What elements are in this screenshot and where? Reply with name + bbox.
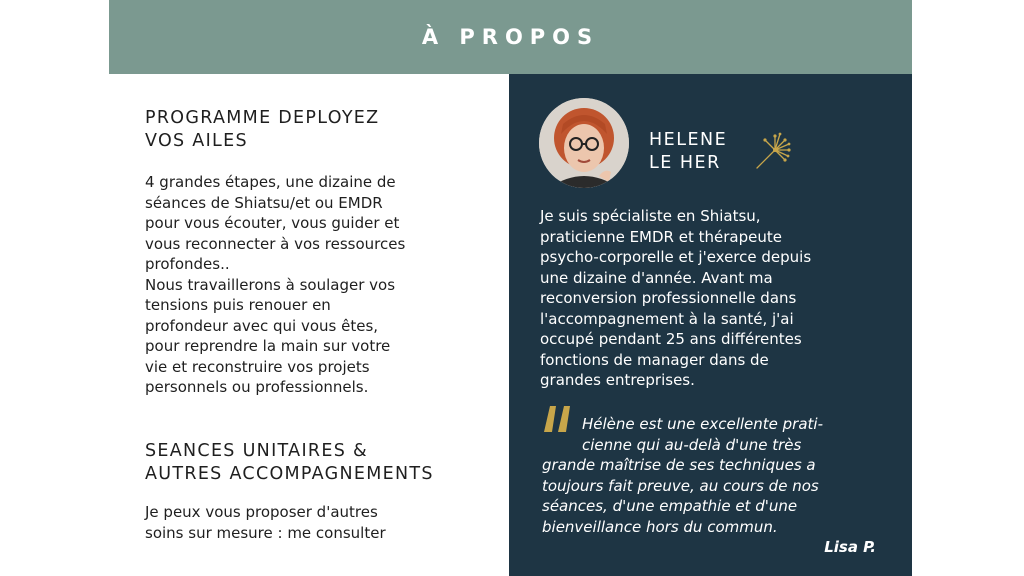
text-line: bienveillance hors du commun. — [542, 517, 778, 536]
section-title-programme — [145, 107, 379, 153]
section-title-seances — [145, 440, 434, 486]
text-line: une dizaine d'année. Avant ma — [540, 268, 773, 287]
programme-description — [145, 172, 475, 398]
seances-description — [145, 502, 475, 543]
section-title-line: PROGRAMME DEPLOYEZ — [145, 108, 380, 128]
text-line: personnels ou professionnels. — [145, 378, 369, 396]
header-band — [109, 0, 912, 74]
text-line: séances de Shiatsu/et ou EMDR — [145, 193, 383, 212]
text-line: reconversion professionnelle dans — [540, 289, 797, 307]
text-line: fonctions de manager dans de — [540, 350, 769, 369]
text-line: pour vous écouter, vous guider et — [145, 214, 400, 232]
text-line: cienne qui au-delà d'une très — [582, 435, 802, 454]
text-line: séances, d'une empathie et d'une — [542, 497, 798, 515]
text-line: vous reconnecter à vos ressources — [145, 234, 406, 253]
text-line: Hélène est une excellente prati- — [582, 415, 823, 433]
section-title-line: AUTRES ACCOMPAGNEMENTS — [145, 464, 434, 484]
text-line: Je peux vous proposer d'autres — [145, 503, 378, 521]
page-title: À PROPOS — [421, 25, 600, 49]
person-name — [649, 129, 727, 175]
text-line: grande maîtrise de ses techniques a — [542, 456, 816, 474]
text-line: l'accompagnement à la santé, j'ai — [540, 309, 794, 328]
dandelion-icon — [749, 130, 793, 174]
name-line: HELENE — [649, 130, 728, 150]
name-line: LE HER — [649, 153, 721, 173]
text-line: 4 grandes étapes, une dizaine de — [145, 173, 396, 191]
text-line: praticienne EMDR et thérapeute — [540, 227, 782, 246]
section-title-line: SEANCES UNITAIRES & — [145, 441, 368, 461]
text-line: psycho-corporelle et j'exerce depuis — [540, 248, 812, 266]
text-line: Je suis spécialiste en Shiatsu, — [540, 207, 761, 225]
section-title-line: VOS AILES — [145, 131, 248, 151]
biography — [540, 206, 890, 391]
text-line: tensions puis renouer en — [145, 296, 331, 314]
right-column — [509, 74, 912, 576]
avatar-portrait — [539, 98, 629, 188]
text-line: vie et reconstruire vos projets — [145, 357, 370, 376]
text-line: grandes entreprises. — [540, 371, 695, 389]
left-column — [109, 74, 509, 576]
text-line: occupé pendant 25 ans différentes — [540, 330, 802, 348]
about-card — [109, 0, 912, 576]
testimonial-quote — [542, 414, 887, 537]
text-line: Nous travaillerons à soulager vos — [145, 275, 396, 294]
testimonial-author: Lisa P. — [824, 538, 876, 556]
avatar — [539, 98, 629, 188]
text-line: profondeur avec qui vous êtes, — [145, 316, 379, 335]
text-line: profondes.. — [145, 255, 230, 273]
text-line: toujours fait preuve, au cours de nos — [542, 476, 819, 495]
text-line: pour reprendre la main sur votre — [145, 337, 391, 355]
text-line: soins sur mesure : me consulter — [145, 523, 386, 542]
